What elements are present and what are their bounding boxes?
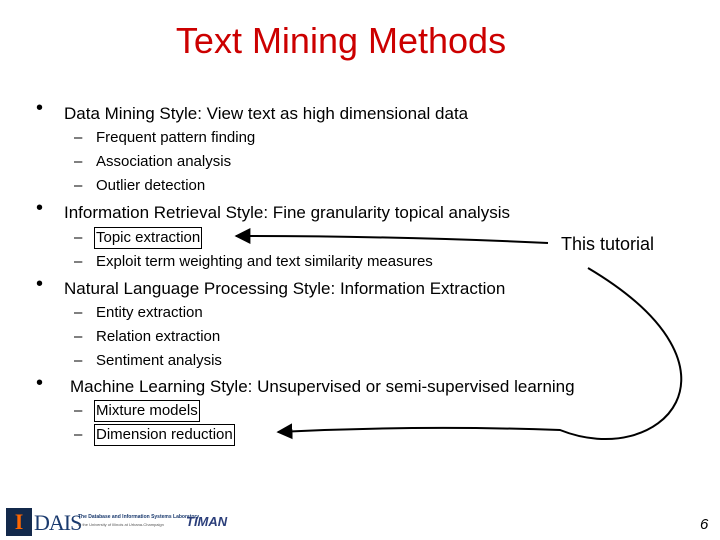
bullet-machine-learning: Machine Learning Style: Unsupervised or semi-supervised learning bbox=[70, 377, 575, 396]
bullet-information-retrieval: Information Retrieval Style: Fine granularity topical analysis bbox=[64, 203, 510, 222]
sub-item: Outlier detection bbox=[96, 177, 206, 194]
sub-item: Exploit term weighting and text similarity measures bbox=[96, 253, 433, 270]
sub-item-topic-extraction: Topic extraction bbox=[96, 229, 201, 246]
bullet-dot: • bbox=[36, 372, 44, 394]
dash: – bbox=[74, 153, 83, 170]
dais-logo bbox=[34, 508, 200, 536]
dash: – bbox=[74, 129, 83, 146]
bullet-data-mining: Data Mining Style: View text as high dimensional data bbox=[64, 104, 469, 123]
illinois-logo-letter: I bbox=[14, 509, 24, 534]
dash: – bbox=[74, 304, 83, 321]
sub-item: Association analysis bbox=[96, 153, 232, 170]
slide-title: Text Mining Methods bbox=[175, 20, 507, 61]
bullet-dot: • bbox=[36, 197, 44, 219]
this-tutorial-annotation: This tutorial bbox=[561, 234, 655, 254]
dash: – bbox=[74, 177, 83, 194]
dash: – bbox=[74, 426, 83, 443]
bullet-dot: • bbox=[36, 273, 44, 295]
dash: – bbox=[74, 253, 83, 270]
dais-lab-name: The Database and Information Systems Laboratory bbox=[78, 514, 200, 520]
dash: – bbox=[74, 229, 83, 246]
dais-lab-subtext: at the University of Illinois at Urbana-Champaign bbox=[78, 522, 164, 527]
dash: – bbox=[74, 328, 83, 345]
timan-logo-text: TIMAN bbox=[186, 514, 228, 529]
timan-logo bbox=[186, 508, 228, 536]
sub-item-dimension-reduction: Dimension reduction bbox=[96, 426, 233, 443]
sub-item: Frequent pattern finding bbox=[96, 129, 256, 146]
sub-item-mixture-models: Mixture models bbox=[96, 402, 198, 419]
sub-item: Relation extraction bbox=[96, 328, 221, 345]
dash: – bbox=[74, 402, 83, 419]
arrow-to-topic-extraction bbox=[236, 236, 548, 243]
dais-logo-text: DAIS bbox=[34, 510, 82, 535]
arrow-to-dimension-reduction bbox=[278, 268, 681, 439]
sub-item: Sentiment analysis bbox=[96, 352, 222, 369]
illinois-logo bbox=[6, 508, 32, 536]
page-number: 6 bbox=[700, 516, 709, 533]
dash: – bbox=[74, 352, 83, 369]
bullet-nlp: Natural Language Processing Style: Information Extraction bbox=[64, 279, 506, 298]
bullet-dot: • bbox=[36, 97, 44, 119]
sub-item: Entity extraction bbox=[96, 304, 203, 321]
